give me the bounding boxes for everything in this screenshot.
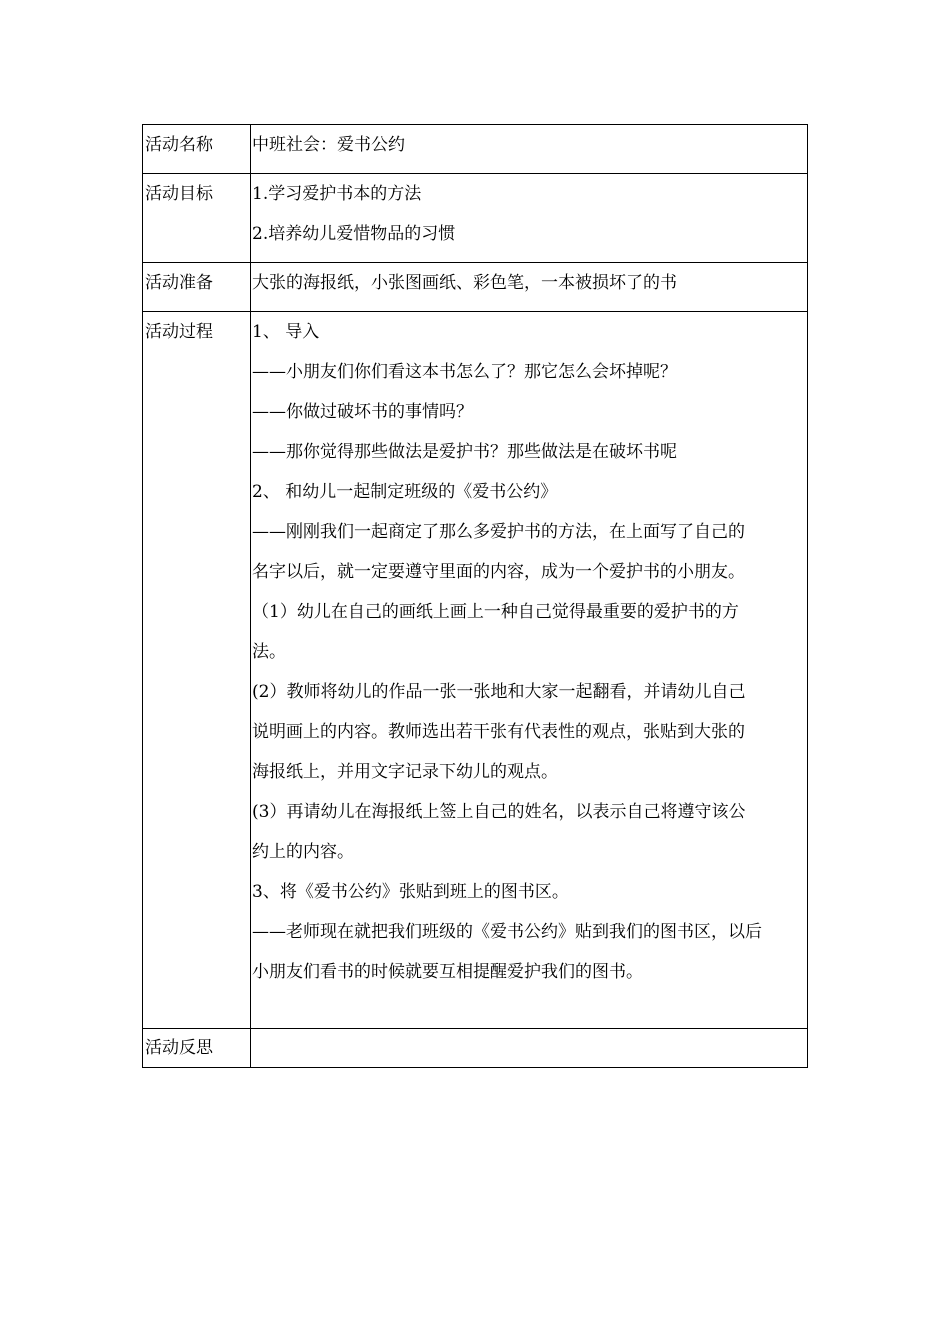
goal-line: 2.培养幼儿爱惜物品的习惯: [252, 224, 456, 244]
activity-reflection-content-cell: [251, 1029, 808, 1068]
activity-process-row: [143, 312, 808, 1029]
process-line: 1、 导入: [252, 322, 320, 342]
process-line: 2、 和幼儿一起制定班级的《爱书公约》: [252, 482, 558, 502]
activity-name-label: 活动名称: [145, 135, 213, 155]
process-line: 法。: [252, 642, 286, 662]
activity-reflection-label: 活动反思: [145, 1038, 213, 1058]
process-line: (3）再请幼儿在海报纸上签上自己的姓名，以表示自己将遵守该公: [252, 802, 746, 822]
activity-goal-label: 活动目标: [145, 184, 213, 204]
activity-name-row: [143, 125, 808, 174]
activity-goal-row: [143, 174, 808, 263]
goal-line: 1.学习爱护书本的方法: [252, 184, 422, 204]
process-line: (2）教师将幼儿的作品一张一张地和大家一起翻看，并请幼儿自己: [252, 682, 746, 702]
process-line: 说明画上的内容。教师选出若干张有代表性的观点，张贴到大张的: [252, 722, 745, 742]
activity-goal-content-cell: [251, 174, 808, 263]
process-line: ——那你觉得那些做法是爱护书？那些做法是在破坏书呢: [252, 442, 677, 462]
process-line: 海报纸上，并用文字记录下幼儿的观点。: [252, 762, 558, 782]
process-line: （1）幼儿在自己的画纸上画上一种自己觉得最重要的爱护书的方: [252, 602, 739, 622]
activity-prep-label: 活动准备: [145, 273, 213, 293]
process-line: 约上的内容。: [252, 842, 354, 862]
process-line: ——小朋友们你们看这本书怎么了？那它怎么会坏掉呢？: [252, 362, 677, 382]
activity-process-label-cell: [143, 312, 251, 1029]
activity-name-content-cell: [251, 125, 808, 174]
activity-prep-label-cell: [143, 263, 251, 312]
activity-prep-content-cell: [251, 263, 808, 312]
process-line: 小朋友们看书的时候就要互相提醒爱护我们的图书。: [252, 962, 643, 982]
process-line: ——刚刚我们一起商定了那么多爱护书的方法，在上面写了自己的: [252, 522, 745, 542]
activity-prep-row: [143, 263, 808, 312]
activity-goal-label-cell: [143, 174, 251, 263]
activity-reflection-row: [143, 1029, 808, 1068]
activity-process-content-cell: [251, 312, 808, 1029]
lesson-plan-table: [142, 124, 808, 1068]
process-line: ——你做过破坏书的事情吗？: [252, 402, 473, 422]
process-line: ——老师现在就把我们班级的《爱书公约》贴到我们的图书区，以后: [252, 922, 762, 942]
activity-name-value: 中班社会：爱书公约: [252, 135, 405, 155]
activity-reflection-label-cell: [143, 1029, 251, 1068]
activity-name-label-cell: [143, 125, 251, 174]
process-line: 3、将《爱书公约》张贴到班上的图书区。: [252, 882, 569, 902]
activity-process-label: 活动过程: [145, 322, 213, 342]
process-line: 名字以后，就一定要遵守里面的内容，成为一个爱护书的小朋友。: [252, 562, 745, 582]
activity-prep-value: 大张的海报纸，小张图画纸、彩色笔，一本被损坏了的书: [252, 273, 677, 293]
